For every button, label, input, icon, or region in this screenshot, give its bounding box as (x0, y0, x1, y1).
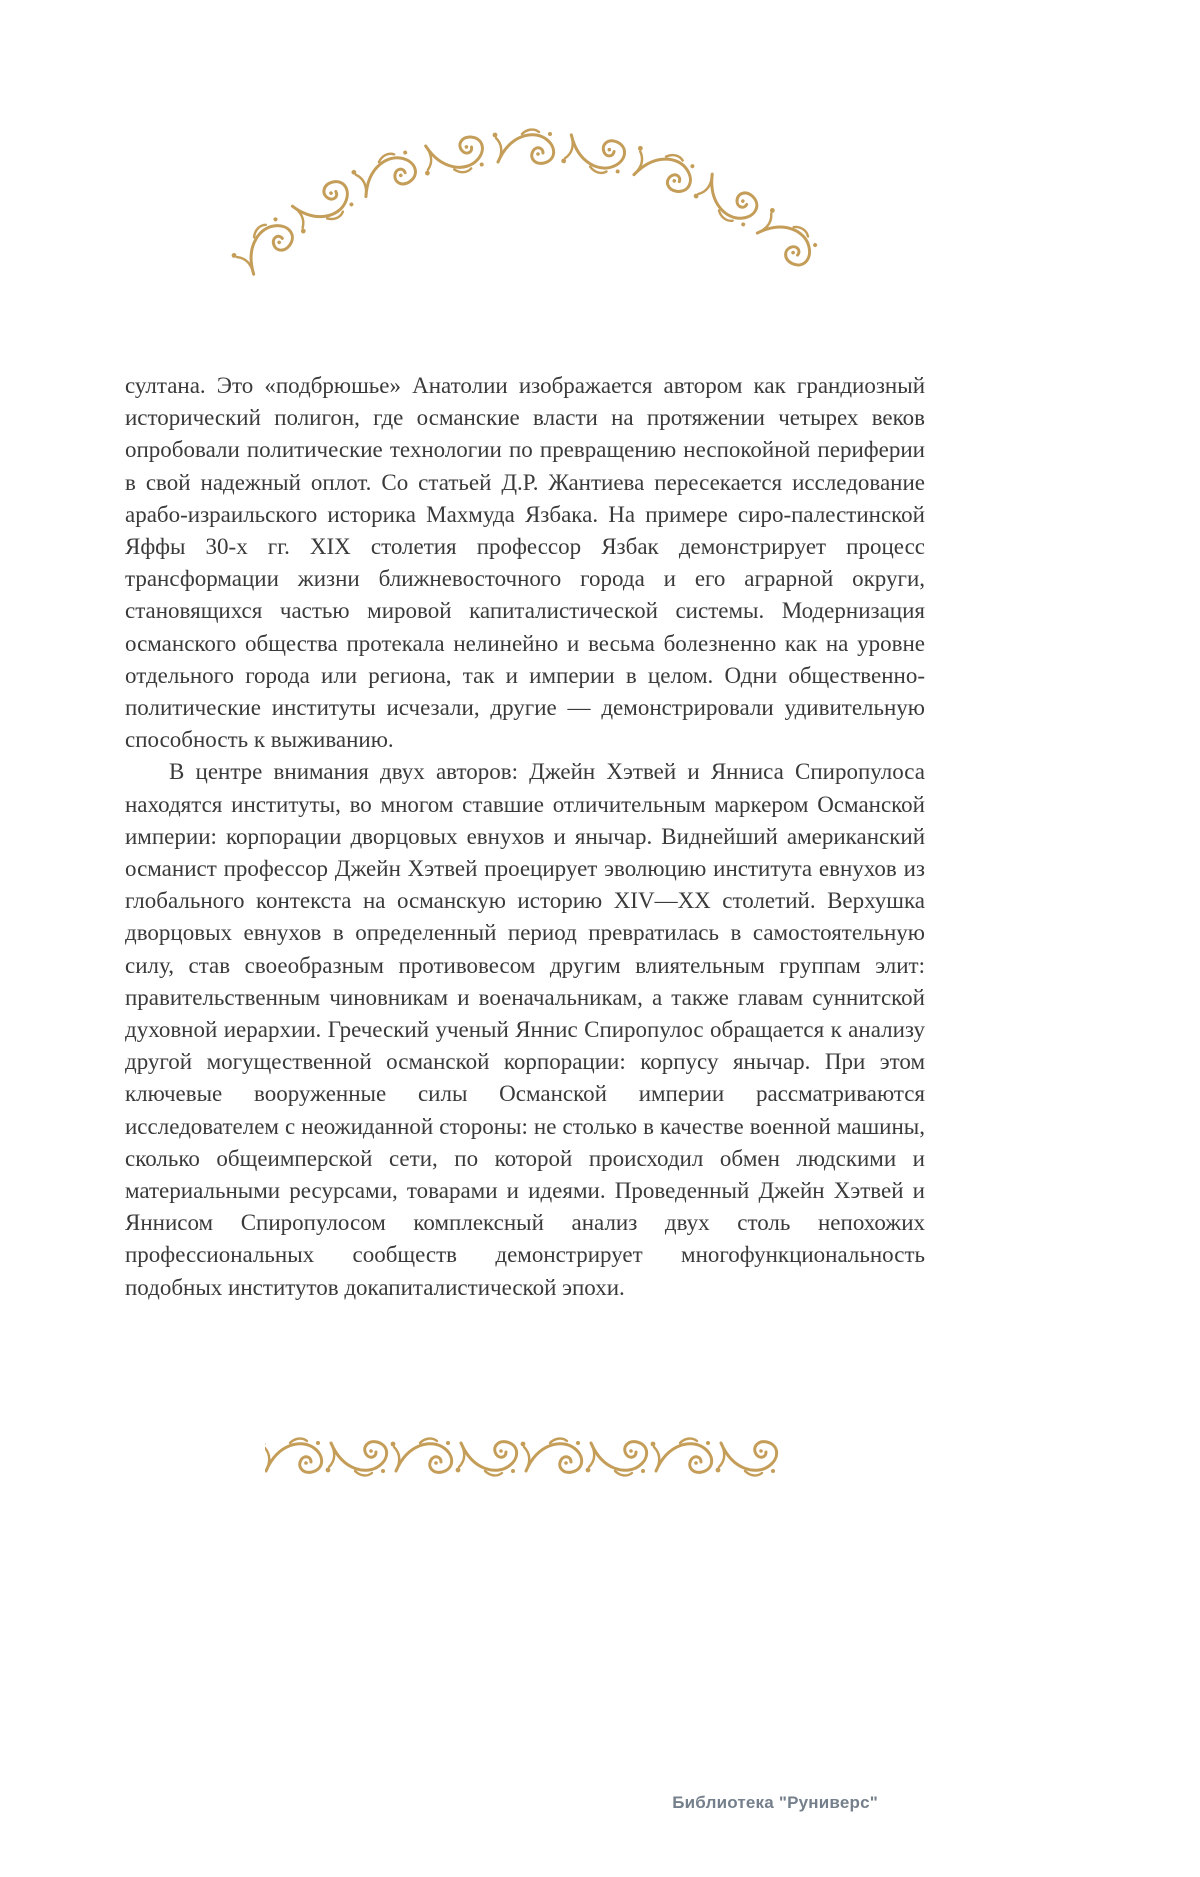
header-ornament (195, 128, 865, 298)
library-watermark: Библиотека "Руниверс" (672, 1793, 878, 1812)
body-text (125, 370, 925, 1304)
paragraph: В центре внимания двух авторов: Джейн Хэтвей и Янниса Спиропулоса находятся институты, во многом ставшие отличительным маркером Османской империи: корпорации дворцовых евнухов и янычар. Виднейший американский османист профессор Джейн Хэтвей проецирует эволюцию института евнухов из глобального контекста на османскую историю XIV—XX столетий. Верхушка дворцовых евнухов в определенный период превратилась в самостоятельную силу, став своеобразным противовесом другим влиятельным группам элит: правительственным чиновникам и военачальникам, а также главам суннитской духовной иерархии. Греческий ученый Яннис Спиропулос обращается к анализу другой могущественной османской корпорации: корпусу янычар. При этом ключевые вооруженные силы Османской империи рассматриваются исследователем с неожиданной стороны: не столько в качестве военной машины, сколько общеимперской сети, по которой происходил обмен людскими и материальными ресурсами, товарами и идеями. Проведенный Джейн Хэтвей и Яннисом Спиропулосом комплексный анализ двух столь непохожих профессиональных сообществ демонстрирует многофункциональность подобных институтов докапиталистической эпохи. (125, 759, 925, 1300)
paragraph: султана. Это «подбрюшье» Анатолии изображается автором как грандиозный исторический полигон, где османские власти на протяжении четырех веков опробовали политические технологии по превращению неспокойной периферии в свой надежный оплот. Со статьей Д.Р. Жантиева пересекается исследование арабо-израильского историка Махмуда Язбака. На примере сиро-палестинской Яффы 30-х гг. XIX столетия профессор Язбак демонстрирует процесс трансформации жизни ближневосточного города и его аграрной округи, становящихся частью мировой капиталистической системы. Модернизация османского общества протекала нелинейно и весьма болезненно как на уровне отдельного города или региона, так и империи в целом. Одни общественно-политические институты исчезали, другие — демонстрировали удивительную способность к выживанию. (125, 373, 925, 753)
footer-ornament (265, 1430, 785, 1482)
